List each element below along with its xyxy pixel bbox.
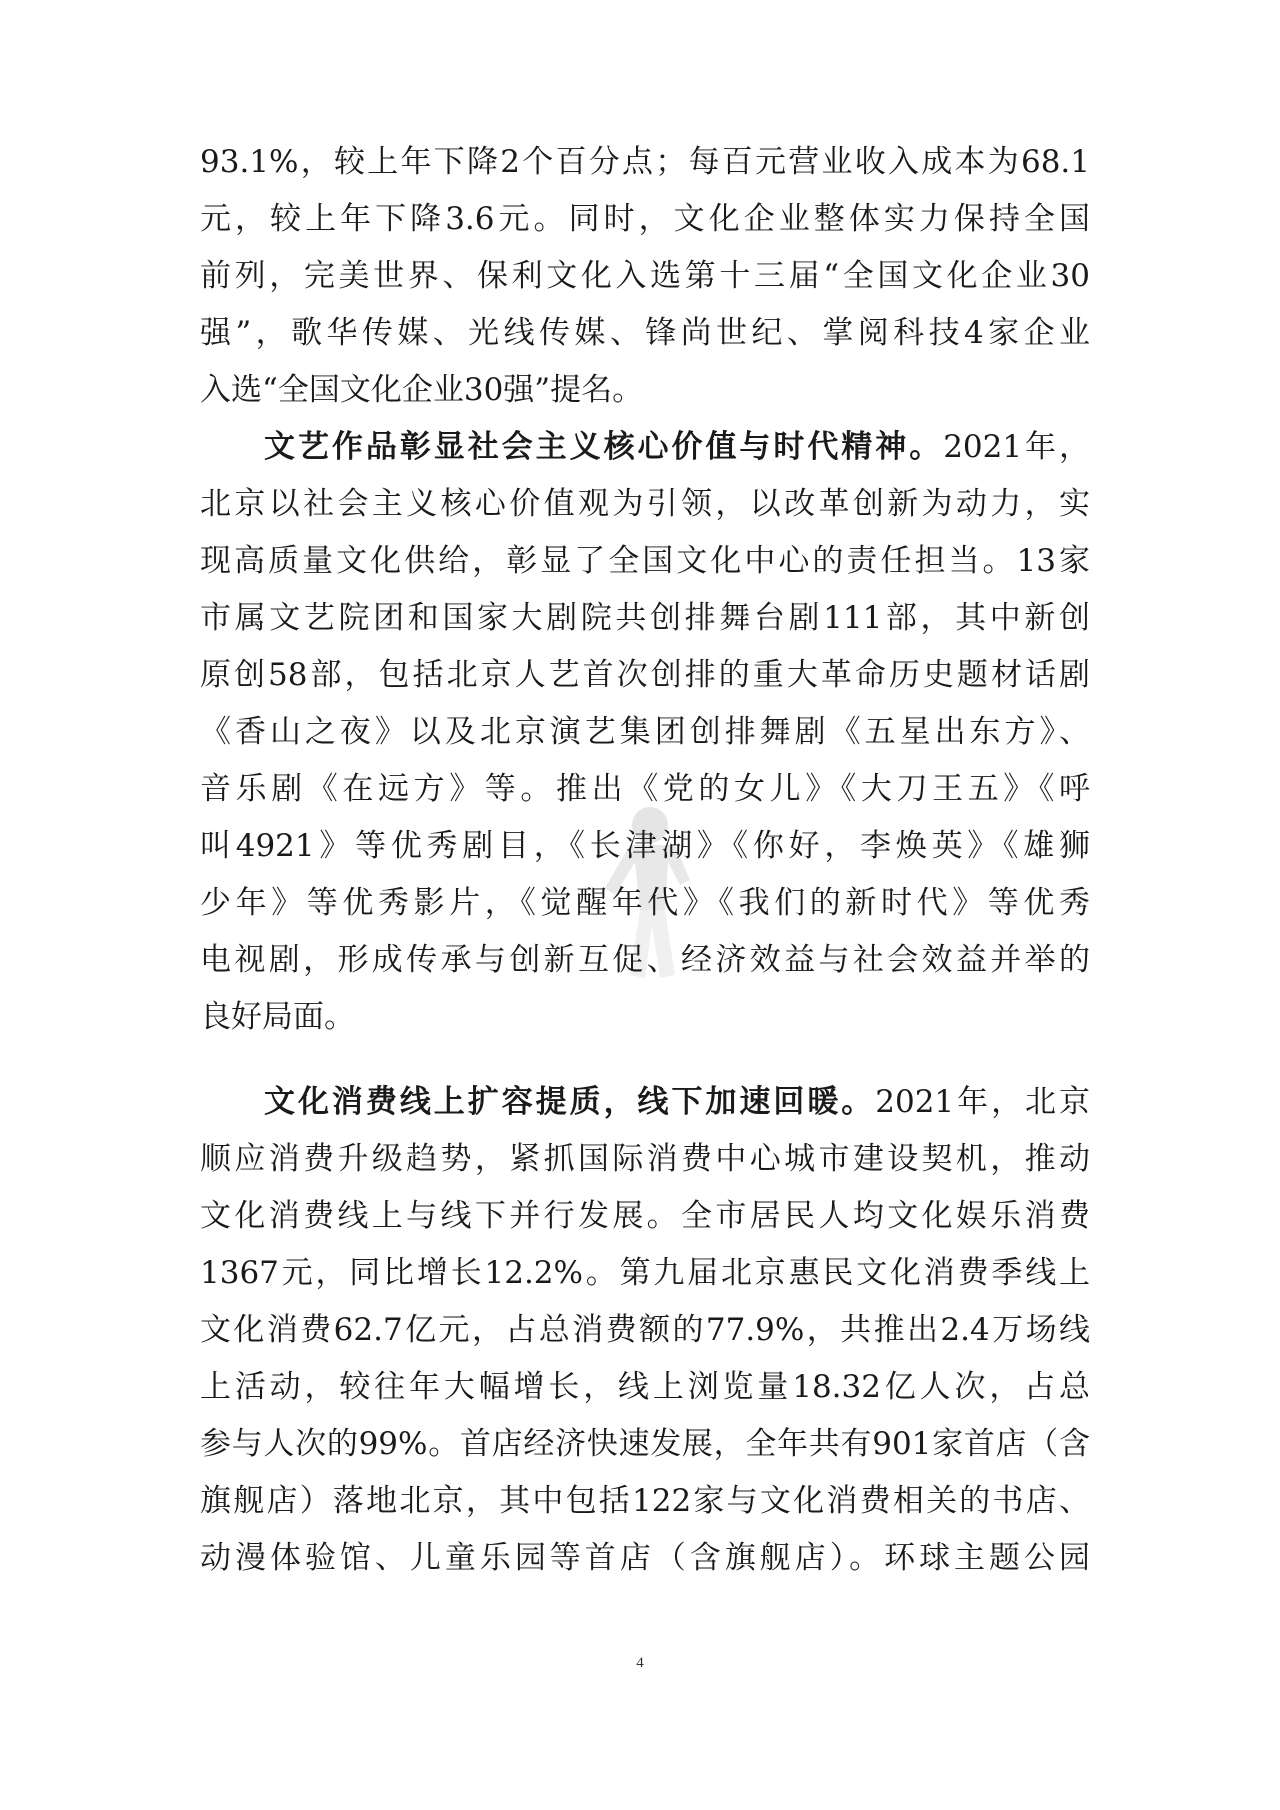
p2-line-3: 现高质量文化供给，彰显了全国文化中心的责任担当。13家: [200, 543, 1090, 579]
p2-line-10: 电视剧，形成传承与创新互促、经济效益与社会效益并举的: [200, 942, 1090, 978]
p3-line-6: 上活动，较往年大幅增长，线上浏览量18.32亿人次，占总: [200, 1369, 1090, 1405]
p1-line-3: 前列，完美世界、保利文化入选第十三届“全国文化企业30: [200, 258, 1090, 294]
p2-line-5: 原创58部，包括北京人艺首次创排的重大革命历史题材话剧: [200, 657, 1090, 693]
p3-line-8: 旗舰店）落地北京，其中包括122家与文化消费相关的书店、: [200, 1483, 1090, 1519]
p2-line-1: [264, 417, 1090, 477]
p3-line-3: 文化消费线上与线下并行发展。全市居民人均文化娱乐消费: [200, 1198, 1090, 1234]
p3-first-line-rest: 2021年，北京: [875, 1084, 1090, 1120]
page-number: 4: [636, 1655, 644, 1671]
p3-heading: 文化消费线上扩容提质，线下加速回暖。: [264, 1084, 876, 1120]
p3-line-2: 顺应消费升级趋势，紧抓国际消费中心城市建设契机，推动: [200, 1141, 1090, 1177]
p2-line-6: 《香山之夜》以及北京演艺集团创排舞剧《五星出东方》、: [200, 714, 1090, 750]
p2-line-8: 叫4921》等优秀剧目，《长津湖》《你好，李焕英》《雄狮: [200, 828, 1090, 864]
p1-line-2: 元，较上年下降3.6元。同时，文化企业整体实力保持全国: [200, 201, 1090, 237]
p1-line-4: 强”，歌华传媒、光线传媒、锋尚世纪、掌阅科技4家企业: [200, 315, 1090, 351]
p2-line-7: 音乐剧《在远方》等。推出《党的女儿》《大刀王五》《呼: [200, 771, 1090, 807]
p3-line-1: [264, 1072, 1090, 1132]
p2-heading: 文艺作品彰显社会主义核心价值与时代精神。: [264, 429, 944, 465]
p3-line-9: 动漫体验馆、儿童乐园等首店（含旗舰店）。环球主题公园: [200, 1540, 1090, 1576]
p2-line-4: 市属文艺院团和国家大剧院共创排舞台剧111部，其中新创: [200, 600, 1090, 636]
p3-line-7: 参与人次的99%。首店经济快速发展，全年共有901家首店（含: [200, 1426, 1090, 1462]
p2-line-11: 良好局面。: [200, 999, 355, 1035]
p3-line-4: 1367元，同比增长12.2%。第九届北京惠民文化消费季线上: [200, 1255, 1090, 1291]
p1-line-5: 入选“全国文化企业30强”提名。: [200, 372, 644, 408]
p3-line-5: 文化消费62.7亿元，占总消费额的77.9%，共推出2.4万场线: [200, 1312, 1090, 1348]
p1-line-1: 93.1%，较上年下降2个百分点；每百元营业收入成本为68.1: [200, 144, 1090, 180]
p2-line-9: 少年》等优秀影片，《觉醒年代》《我们的新时代》等优秀: [200, 885, 1090, 921]
p2-line-2: 北京以社会主义核心价值观为引领，以改革创新为动力，实: [200, 486, 1090, 522]
p2-first-line-rest: 2021年，: [943, 429, 1090, 465]
